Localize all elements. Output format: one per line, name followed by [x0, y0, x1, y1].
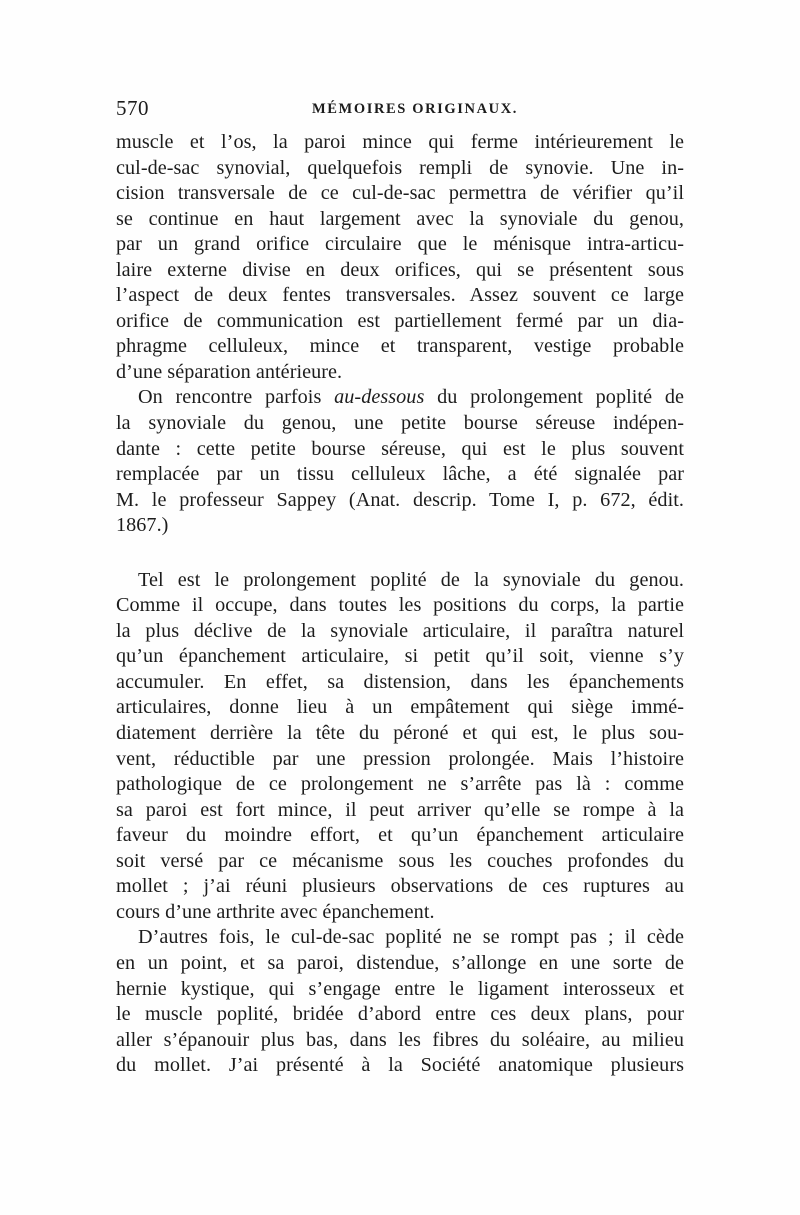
text-line: cours d’une arthrite avec épanchement.	[116, 900, 435, 923]
text-line: vent, réductible par une pression prolongée. Mais l’histoire	[116, 747, 684, 770]
text-line: laire externe divise en deux orifices, qui se présentent sous	[116, 258, 684, 281]
text-line: remplacée par un tissu celluleux lâche, a été signalée par	[116, 463, 684, 486]
text-run: On rencontre parfois	[138, 386, 335, 409]
text-line: articulaires, donne lieu à un empâtement qui siège immé-	[116, 696, 684, 719]
text-line: aller s’épanouir plus bas, dans les fibres du soléaire, au milieu	[116, 1028, 684, 1051]
text-line: la synoviale du genou, une petite bourse séreuse indépen-	[116, 412, 684, 435]
text-run: du prolongement poplité de	[424, 386, 684, 409]
italic-phrase: au-dessous	[334, 386, 425, 409]
text-line: se continue en haut largement avec la synoviale du genou,	[116, 207, 684, 230]
text-line: le muscle poplité, bridée d’abord entre ces deux plans, pour	[116, 1003, 684, 1026]
text-line: sa paroi est fort mince, il peut arriver qu’elle se rompe à la	[116, 798, 684, 821]
text-line: pathologique de ce prolongement ne s’arrête pas là : comme	[116, 773, 684, 796]
paragraph-gap	[116, 539, 684, 568]
text-line: qu’un épanchement articulaire, si petit qu’il soit, vienne s’y	[116, 645, 684, 668]
text-line: hernie kystique, qui s’engage entre le ligament interosseux et	[116, 977, 684, 1000]
text-line: l’aspect de deux fentes transversales. Assez souvent ce large	[116, 284, 684, 307]
running-title: MÉMOIRES ORIGINAUX.	[312, 101, 519, 117]
text-line: du mollet. J’ai présenté à la Société anatomique plusieurs	[116, 1054, 684, 1077]
text-line: orifice de communication est partiellement fermé par un dia-	[116, 309, 684, 332]
body-text	[116, 130, 684, 1079]
text-line: soit versé par ce mécanisme sous les couches profondes du	[116, 849, 684, 872]
text-line: en un point, et sa paroi, distendue, s’allonge en une sorte de	[116, 951, 684, 974]
text-line: mollet ; j’ai réuni plusieurs observations de ces ruptures au	[116, 875, 684, 898]
text-line: 1867.)	[116, 514, 169, 537]
text-line: la plus déclive de la synoviale articulaire, il paraîtra naturel	[116, 619, 684, 642]
paragraph-1	[116, 130, 684, 385]
text-line: faveur du moindre effort, et qu’un épanchement articulaire	[116, 824, 684, 847]
text-line: Comme il occupe, dans toutes les positions du corps, la partie	[116, 594, 684, 617]
text-line	[116, 385, 684, 411]
text-line: phragme celluleux, mince et transparent, vestige probable	[116, 335, 684, 358]
paragraph-4	[116, 925, 684, 1078]
text-line: cision transversale de ce cul-de-sac permettra de vérifier qu’il	[116, 182, 684, 205]
text-line: M. le professeur Sappey (Anat. descrip. Tome I, p. 672, édit.	[116, 488, 684, 511]
paragraph-3	[116, 568, 684, 926]
text-line: cul-de-sac synovial, quelquefois rempli de synovie. Une in-	[116, 156, 684, 179]
text-line: par un grand orifice circulaire que le ménisque intra-articu-	[116, 233, 684, 256]
text-line: diatement derrière la tête du péroné et qui est, le plus sou-	[116, 722, 684, 745]
text-line: d’une séparation antérieure.	[116, 360, 343, 383]
text-line: muscle et l’os, la paroi mince qui ferme intérieurement le	[116, 131, 684, 153]
text-line: accumuler. En effet, sa distension, dans les épanchements	[116, 670, 684, 693]
text-line: dante : cette petite bourse séreuse, qui est le plus souvent	[116, 437, 684, 460]
paragraph-2	[116, 385, 684, 538]
page-number: 570	[116, 96, 149, 120]
text-line: D’autres fois, le cul-de-sac poplité ne se rompt pas ; il cède	[138, 926, 684, 949]
page-header	[116, 96, 684, 124]
text-line: Tel est le prolongement poplité de la synoviale du genou.	[138, 568, 684, 591]
